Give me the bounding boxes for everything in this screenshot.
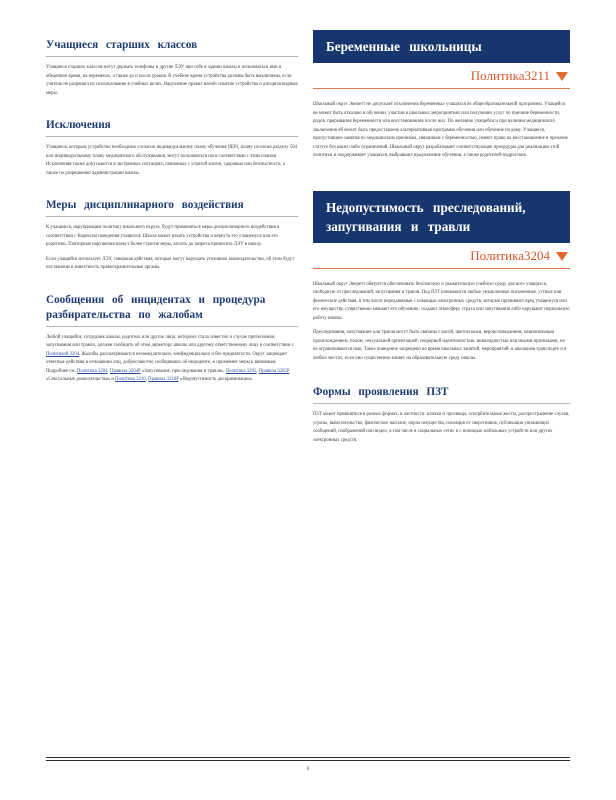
- section-forms-of-harassment: [313, 385, 570, 445]
- policy-label: Политика3204: [470, 247, 550, 263]
- section-text: Если учащийся использует ЛЭУ, совершая действия, которые могут нарушать уголовное законодательство, об этом будут поставлены в известность правоохранительные органы.: [46, 256, 295, 270]
- left-column: [46, 30, 298, 385]
- section-pregnant-students: [313, 30, 570, 161]
- section-banner: Беременные школьницы: [313, 30, 570, 63]
- section-incident-reports: [46, 293, 298, 385]
- policy-3204-link[interactable]: Политикой 3204: [46, 351, 80, 357]
- text-part: . Жалобы рассматриваются незамедлительно, конфиденциально и без предвзятости. Округ запрещает ответные действия в отношении лиц, добросовестно сообщивших об инциденте, и применяет меры к виновным. Подробнее см.: [46, 351, 288, 374]
- procedure-3205p-link[interactable]: Правила 3205P: [258, 368, 290, 374]
- section-banner: Недопустимость преследований, запугивания и травли: [313, 191, 570, 243]
- policy-reference: [313, 243, 570, 269]
- procedure-3210p-link[interactable]: Правила 3210P: [148, 377, 179, 382]
- section-text: ПЗТ может проявляться в разных формах, в частности: клички и прозвища, оскорбительные жесты, распространение слухов, угрозы, вымогательство, физическое насилие, порча имущества, изоляция от сверстников, публикация унижающих сообщений, изображений или видео, в том числе в социальных сетях и с помощью мобильных устройств или других электронных средств.: [313, 412, 570, 443]
- section-title: Меры дисциплинарного воздействия: [46, 198, 298, 217]
- section-title: Формы проявления ПЗТ: [313, 385, 570, 404]
- section-text: Преследования, запугивание или травля могут быть связаны с расой, цветом кожи, вероисповеданием, национальным происхождением, полом, сексуальной ориентацией, гендерной идентичностью, инвалидностью или иными признаками, но не ограничиваются ими. Такое поведение запрещено во время школьных занятий, мероприятий, в школьном транспорте и в любых местах, если оно существенно влияет на образовательную среду школы.: [313, 330, 567, 361]
- policy-3210-link[interactable]: Политика 3210: [115, 377, 146, 382]
- section-harassment-policy: [313, 191, 570, 364]
- text-part: «Недопустимость дискриминации».: [179, 377, 254, 382]
- section-text: Школьный округ Эверетт не допускает исключения беременных учащихся из общеобразовательной программы. Учащейся не может быть отказано в обучении, участии в школьных мероприятиях или получении услуг по причине беременности, родов, прерывания беременности или восстановления после них. По желанию учащейся и при наличии медицинского заключения ей может быть предоставлена альтернативная программа обучения или обучение на дому. Учащиеся, пропустившие занятия по медицинским причинам, связанным с беременностью, имеют право на восстановление в прежнем статусе без каких-либо ограничений. Школьный округ разрабатывает соответствующие процедуры для реализации этой политики и поддерживает учащихся, выбравших продолжение обучения, а также родителей-подростков.: [313, 102, 568, 158]
- section-high-school-students: [46, 38, 298, 98]
- section-text: Учащиеся, которым устройство необходимо согласно индивидуальному плану обучения (IEP), плану согласно разделу 504 или индивидуальному плану медицинского обслуживания, могут пользоваться им в соответствии с этим планом. Исключения также допускаются в экстренных ситуациях, связанных с угрозой жизни, здоровью или безопасности, а также по разрешению администрации школы.: [46, 145, 298, 176]
- triangle-down-icon: [556, 72, 568, 81]
- divider: [46, 760, 570, 761]
- policy-label: Политика3211: [470, 68, 550, 83]
- page-number: 8: [306, 767, 310, 772]
- triangle-down-icon: [556, 252, 568, 261]
- divider: [46, 757, 570, 758]
- footer-rule: [46, 757, 570, 761]
- policy-reference: [313, 63, 570, 89]
- section-text: Любой учащийся, сотрудник школы, родитель или другое лицо, которому стало известно о случае притеснения, запугивания или травли, должен сообщить об этом директору школы или другому ответственному лицу в соответствии с Политикой 3204. Жалобы рассматриваются незамедлительно, конфиденциально и без предвзятости. Округ запрещает ответные действия в отношении лиц, добросовестно сообщивших об инциденте, и применяет меры к виновным. Подробнее см. Политика 3204, Правила 3204P «Запугивание, преследования и травля», Политика 3205, Правила 3205P «Сексуальные домогательства» и Политика 3210, Правила 3210P «Недопустимость дискриминации».: [46, 334, 294, 382]
- policy-3205-link[interactable]: Политика 3205: [225, 368, 257, 374]
- section-title: Сообщения об инцидентах и процедура разбирательства по жалобам: [46, 293, 298, 327]
- section-title: Учащиеся старших классов: [46, 38, 298, 57]
- text-part: «Сексуальные домогательства» и: [46, 377, 114, 382]
- right-column: [313, 30, 570, 445]
- section-title: Исключения: [46, 118, 298, 137]
- section-text: Учащиеся старших классов могут держать телефоны и другие ЛЭУ при себе в здании школы и пользоваться ими в обеденное время, на переменах, а также до и после уроков. В учебное время устройства должны быть выключены, если учитель не разрешил их использование в учебных целях. Нарушение правил влечёт изъятие устройства и дисциплинарные меры.: [46, 65, 298, 96]
- text-part: Любой учащийся, сотрудник школы, родитель или другое лицо, которому стало известно о случае притеснения, запугивания или травли, должен сообщить об этом директору школы или другому ответственному лицу в соответствии с: [46, 334, 294, 348]
- section-disciplinary-measures: [46, 198, 298, 273]
- section-exceptions: [46, 118, 298, 178]
- section-text: Школьный округ Эверетт обязуется обеспечивать безопасную и уважительную учебную среду для всех учащихся, свободную от преследований, запугивания и травли. Под ПЗТ понимаются любые умышленные письменные, устные или физические действия, в том числе передаваемые с помощью электронных средств, которые причиняют вред учащемуся или его имуществу, существенно мешают его обучению, создают атмосферу страха или запугивания либо нарушают нормальную работу школы.: [313, 281, 570, 321]
- section-text: К учащимся, нарушающим политику школьного округа, будут применяться меры дисциплинарного воздействия в соответствии с Кодексом поведения учащихся. Школа может изъять устройство и вернуть его учащемуся или его родителю. Повторные нарушения влекут более строгие меры, вплоть до запрета приносить ЛЭУ в школу.: [46, 225, 280, 247]
- procedure-3204p-link[interactable]: Правила 3204P: [110, 368, 141, 374]
- text-part: «Запугивание, преследования и травля»,: [141, 368, 225, 374]
- policy-3204-link-2[interactable]: Политика 3204: [77, 368, 108, 374]
